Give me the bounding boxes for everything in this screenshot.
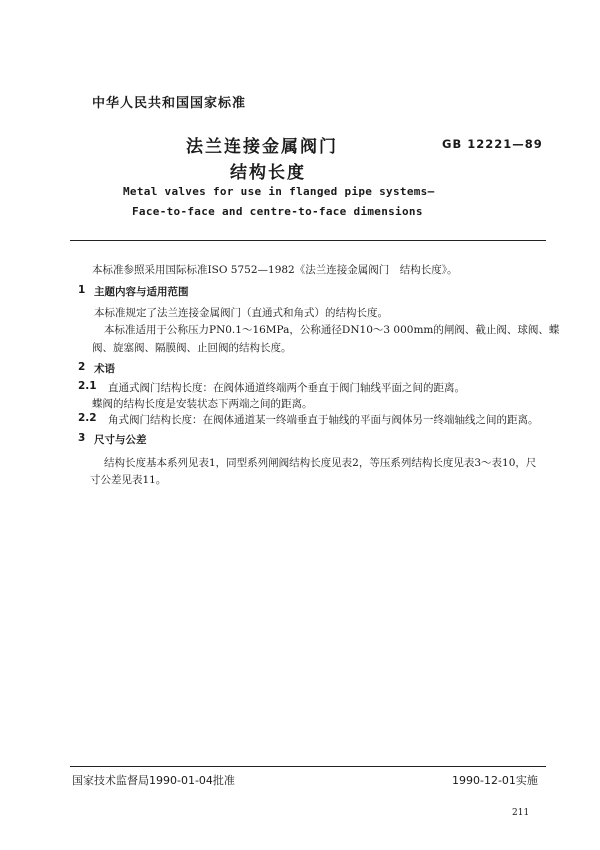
intro-paragraph: 本标准参照采用国际标准ISO 5752—1982《法兰连接金属阀门 结构长度》。: [92, 264, 458, 276]
footer-divider: [70, 766, 546, 767]
page-number: 211: [512, 808, 530, 818]
title-chinese-line2: 结构长度: [230, 163, 306, 183]
clause-2-2-text: 角式阀门结构长度：在阀体通道某一终端垂直于轴线的平面与阀体另一终端轴线之间的距离。: [108, 414, 539, 426]
clause-2-2-number: 2.2: [78, 412, 97, 424]
approval-date: 国家技术监督局1990-01-04批准: [72, 774, 235, 787]
section3-title: 尺寸与公差: [94, 434, 147, 446]
header-divider: [70, 240, 546, 241]
title-english-line2: Face-to-face and centre-to-face dimensions: [132, 205, 423, 218]
section1-paragraph1: 本标准规定了法兰连接金属阀门（直通式和角式）的结构长度。: [94, 307, 388, 319]
standard-type-heading: 中华人民共和国国家标准: [92, 96, 247, 111]
clause-2-1-number: 2.1: [78, 380, 97, 392]
section1-paragraph2-cont: 阀、旋塞阀、隔膜阀、止回阀的结构长度。: [92, 342, 292, 354]
section3-paragraph1-cont: 寸公差见表11。: [90, 474, 167, 486]
section1-title: 主题内容与适用范围: [94, 286, 189, 298]
title-chinese-line1: 法兰连接金属阀门: [186, 137, 338, 157]
clause-2-1-note: 蝶阀的结构长度是安装状态下两端之间的距离。: [92, 398, 313, 410]
section1-number: 1: [78, 284, 86, 296]
section3-paragraph1: 结构长度基本系列见表1，同型系列闸阀结构长度见表2，等压系列结构长度见表3～表10，尺: [104, 457, 537, 469]
standard-code: GB 12221—89: [442, 137, 543, 151]
title-english-line1: Metal valves for use in flanged pipe systems—: [123, 185, 435, 198]
section2-number: 2: [78, 361, 86, 373]
section2-title: 术语: [94, 363, 115, 375]
section1-paragraph2: 本标准适用于公称压力PN0.1～16MPa，公称通径DN10～3 000mm的闸阀、截止阀、球阀、蝶: [104, 324, 560, 336]
section3-number: 3: [78, 432, 86, 444]
clause-2-1-text: 直通式阀门结构长度：在阀体通道终端两个垂直于阀门轴线平面之间的距离。: [108, 382, 465, 394]
implementation-date: 1990-12-01实施: [452, 774, 538, 787]
